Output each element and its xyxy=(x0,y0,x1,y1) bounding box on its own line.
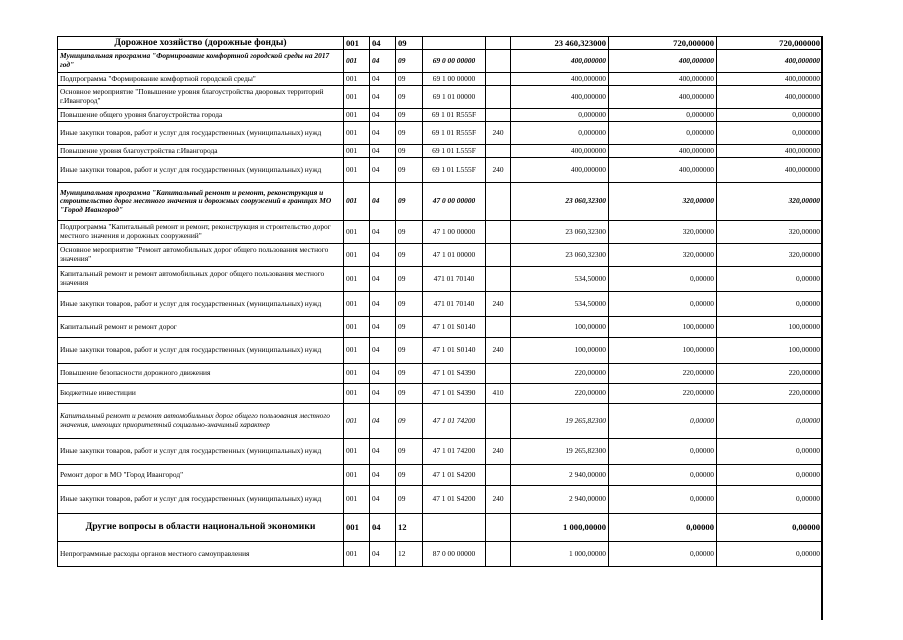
amount-year1-cell: 23 060,32300 xyxy=(511,221,609,244)
amount-year3-cell: 0,00000 xyxy=(717,514,823,542)
amount-year2-cell: 0,00000 xyxy=(609,486,717,514)
amount-year2-cell: 100,00000 xyxy=(609,338,717,364)
amount-year1-cell: 0,000000 xyxy=(511,109,609,122)
section-code-cell: 04 xyxy=(370,158,396,183)
subsection-code-cell: 09 xyxy=(396,158,423,183)
expense-type-cell: 240 xyxy=(486,158,511,183)
amount-year3-cell: 220,00000 xyxy=(717,384,823,404)
amount-year3-cell: 0,000000 xyxy=(717,122,823,145)
table-right-edge xyxy=(821,36,823,620)
amount-year2-cell: 400,000000 xyxy=(609,50,717,73)
amount-year1-cell: 23 060,32300 xyxy=(511,244,609,267)
amount-year3-cell: 320,00000 xyxy=(717,221,823,244)
expense-type-cell: 240 xyxy=(486,486,511,514)
row-name-cell: Иные закупки товаров, работ и услуг для государственных (муниципальных) нужд xyxy=(58,122,344,145)
expense-type-cell xyxy=(486,514,511,542)
row-name-cell: Капитальный ремонт и ремонт автомобильных дорог общего пользования местного значения xyxy=(58,267,344,292)
amount-year3-cell: 0,00000 xyxy=(717,465,823,486)
amount-year3-cell: 0,00000 xyxy=(717,542,823,567)
amount-year2-cell: 400,000000 xyxy=(609,145,717,158)
amount-year3-cell: 400,000000 xyxy=(717,73,823,86)
target-article-cell: 69 1 01 L555F xyxy=(423,158,486,183)
admin-code-cell: 001 xyxy=(344,486,370,514)
section-code-cell: 04 xyxy=(370,338,396,364)
section-code-cell: 04 xyxy=(370,542,396,567)
section-code-cell: 04 xyxy=(370,50,396,73)
amount-year2-cell: 0,000000 xyxy=(609,122,717,145)
amount-year2-cell: 320,00000 xyxy=(609,183,717,221)
amount-year2-cell: 220,00000 xyxy=(609,384,717,404)
admin-code-cell: 001 xyxy=(344,404,370,439)
expense-type-cell xyxy=(486,183,511,221)
subsection-code-cell: 09 xyxy=(396,145,423,158)
amount-year1-cell: 220,00000 xyxy=(511,364,609,384)
subsection-code-cell: 09 xyxy=(396,109,423,122)
amount-year1-cell: 19 265,82300 xyxy=(511,439,609,465)
row-name-cell: Муниципальная программа "Капитальный ремонт и ремонт, реконструкция и строительство дорог местного значения и дорожных сооружений в границах МО "Город Ивангород" xyxy=(58,183,344,221)
section-code-cell: 04 xyxy=(370,514,396,542)
expense-type-cell xyxy=(486,244,511,267)
target-article-cell: 47 1 01 S0140 xyxy=(423,338,486,364)
admin-code-cell: 001 xyxy=(344,292,370,317)
row-name-cell: Капитальный ремонт и ремонт дорог xyxy=(58,317,344,338)
section-code-cell: 04 xyxy=(370,86,396,109)
amount-year2-cell: 320,00000 xyxy=(609,221,717,244)
target-article-cell: 47 1 01 S4200 xyxy=(423,465,486,486)
row-name-cell: Основное мероприятие "Ремонт автомобильных дорог общего пользования местного значения" xyxy=(58,244,344,267)
row-name-cell: Иные закупки товаров, работ и услуг для государственных (муниципальных) нужд xyxy=(58,338,344,364)
table-row xyxy=(58,364,823,384)
table-row xyxy=(58,158,823,183)
table-row xyxy=(58,465,823,486)
table-row xyxy=(58,267,823,292)
subsection-code-cell: 09 xyxy=(396,183,423,221)
subsection-code-cell: 12 xyxy=(396,514,423,542)
section-code-cell: 04 xyxy=(370,292,396,317)
table-row xyxy=(58,384,823,404)
admin-code-cell: 001 xyxy=(344,158,370,183)
target-article-cell: 47 1 01 74200 xyxy=(423,439,486,465)
table-row xyxy=(58,338,823,364)
admin-code-cell: 001 xyxy=(344,439,370,465)
admin-code-cell: 001 xyxy=(344,267,370,292)
amount-year3-cell: 320,00000 xyxy=(717,244,823,267)
row-name-cell: Непрограммные расходы органов местного самоуправления xyxy=(58,542,344,567)
subsection-code-cell: 09 xyxy=(396,37,423,50)
expense-type-cell xyxy=(486,37,511,50)
expense-type-cell: 240 xyxy=(486,122,511,145)
expense-type-cell: 240 xyxy=(486,439,511,465)
target-article-cell: 69 1 01 R555F xyxy=(423,109,486,122)
target-article-cell xyxy=(423,37,486,50)
amount-year2-cell: 400,000000 xyxy=(609,73,717,86)
section-code-cell: 04 xyxy=(370,404,396,439)
target-article-cell: 47 1 01 S0140 xyxy=(423,317,486,338)
amount-year1-cell: 534,50000 xyxy=(511,292,609,317)
amount-year1-cell: 2 940,00000 xyxy=(511,486,609,514)
table-row xyxy=(58,514,823,542)
section-code-cell: 04 xyxy=(370,439,396,465)
section-code-cell: 04 xyxy=(370,384,396,404)
table-row xyxy=(58,542,823,567)
row-name-cell: Подпрограмма "Формирование комфортной городской среды" xyxy=(58,73,344,86)
target-article-cell: 471 01 70140 xyxy=(423,267,486,292)
target-article-cell: 471 01 70140 xyxy=(423,292,486,317)
subsection-code-cell: 09 xyxy=(396,486,423,514)
expense-type-cell: 240 xyxy=(486,338,511,364)
table-row xyxy=(58,122,823,145)
row-name-cell: Иные закупки товаров, работ и услуг для государственных (муниципальных) нужд xyxy=(58,158,344,183)
row-name-cell: Основное мероприятие "Повышение уровня благоустройства дворовых территорий г.Ивангород" xyxy=(58,86,344,109)
table-row xyxy=(58,292,823,317)
section-code-cell: 04 xyxy=(370,73,396,86)
admin-code-cell: 001 xyxy=(344,384,370,404)
section-code-cell: 04 xyxy=(370,122,396,145)
target-article-cell: 69 1 00 00000 xyxy=(423,73,486,86)
target-article-cell xyxy=(423,514,486,542)
row-name-cell: Иные закупки товаров, работ и услуг для государственных (муниципальных) нужд xyxy=(58,486,344,514)
row-name-cell: Подпрограмма "Капитальный ремонт и ремонт, реконструкция и строительство дорог местного значения и дорожных сооружений" xyxy=(58,221,344,244)
row-name-cell: Дорожное хозяйство (дорожные фонды) xyxy=(58,37,344,50)
table-row xyxy=(58,221,823,244)
amount-year2-cell: 400,000000 xyxy=(609,158,717,183)
admin-code-cell: 001 xyxy=(344,109,370,122)
amount-year3-cell: 400,000000 xyxy=(717,86,823,109)
amount-year1-cell: 100,00000 xyxy=(511,317,609,338)
section-code-cell: 04 xyxy=(370,486,396,514)
budget-table xyxy=(57,36,823,567)
amount-year3-cell: 400,000000 xyxy=(717,158,823,183)
admin-code-cell: 001 xyxy=(344,542,370,567)
amount-year3-cell: 400,000000 xyxy=(717,50,823,73)
amount-year1-cell: 400,000000 xyxy=(511,50,609,73)
amount-year2-cell: 0,00000 xyxy=(609,439,717,465)
amount-year1-cell: 100,00000 xyxy=(511,338,609,364)
amount-year1-cell: 400,000000 xyxy=(511,86,609,109)
row-name-cell: Другие вопросы в области национальной экономики xyxy=(58,514,344,542)
expense-type-cell xyxy=(486,542,511,567)
expense-type-cell: 410 xyxy=(486,384,511,404)
expense-type-cell xyxy=(486,73,511,86)
amount-year3-cell: 720,000000 xyxy=(717,37,823,50)
expense-type-cell xyxy=(486,404,511,439)
table-row xyxy=(58,486,823,514)
admin-code-cell: 001 xyxy=(344,73,370,86)
expense-type-cell xyxy=(486,317,511,338)
table-row xyxy=(58,145,823,158)
section-code-cell: 04 xyxy=(370,465,396,486)
row-name-cell: Муниципальная программа "Формирование комфортной городской среды на 2017 год" xyxy=(58,50,344,73)
expense-type-cell xyxy=(486,267,511,292)
target-article-cell: 69 1 01 00000 xyxy=(423,86,486,109)
row-name-cell: Повышение уровня благоустройства г.Ивангорода xyxy=(58,145,344,158)
subsection-code-cell: 09 xyxy=(396,221,423,244)
subsection-code-cell: 09 xyxy=(396,244,423,267)
amount-year3-cell: 100,00000 xyxy=(717,317,823,338)
subsection-code-cell: 09 xyxy=(396,364,423,384)
target-article-cell: 87 0 00 00000 xyxy=(423,542,486,567)
subsection-code-cell: 09 xyxy=(396,73,423,86)
target-article-cell: 47 0 00 00000 xyxy=(423,183,486,221)
expense-type-cell xyxy=(486,364,511,384)
table-row xyxy=(58,404,823,439)
amount-year3-cell: 0,00000 xyxy=(717,267,823,292)
amount-year2-cell: 220,00000 xyxy=(609,364,717,384)
expense-type-cell xyxy=(486,145,511,158)
row-name-cell: Бюджетные инвестиции xyxy=(58,384,344,404)
admin-code-cell: 001 xyxy=(344,364,370,384)
admin-code-cell: 001 xyxy=(344,86,370,109)
table-row xyxy=(58,37,823,50)
subsection-code-cell: 09 xyxy=(396,465,423,486)
expense-type-cell xyxy=(486,50,511,73)
table-row xyxy=(58,109,823,122)
table-row xyxy=(58,73,823,86)
amount-year2-cell: 320,00000 xyxy=(609,244,717,267)
target-article-cell: 47 1 01 S4200 xyxy=(423,486,486,514)
subsection-code-cell: 12 xyxy=(396,542,423,567)
table-row xyxy=(58,50,823,73)
admin-code-cell: 001 xyxy=(344,37,370,50)
amount-year2-cell: 0,000000 xyxy=(609,109,717,122)
target-article-cell: 47 1 01 00000 xyxy=(423,244,486,267)
amount-year3-cell: 0,000000 xyxy=(717,109,823,122)
amount-year3-cell: 100,00000 xyxy=(717,338,823,364)
admin-code-cell: 001 xyxy=(344,514,370,542)
expense-type-cell xyxy=(486,465,511,486)
target-article-cell: 69 1 01 L555F xyxy=(423,145,486,158)
section-code-cell: 04 xyxy=(370,145,396,158)
admin-code-cell: 001 xyxy=(344,122,370,145)
amount-year1-cell: 1 000,00000 xyxy=(511,514,609,542)
expense-type-cell xyxy=(486,109,511,122)
expense-type-cell xyxy=(486,86,511,109)
section-code-cell: 04 xyxy=(370,364,396,384)
row-name-cell: Капитальный ремонт и ремонт автомобильных дорог общего пользования местного значения, имеющих приоритетный социально-значимый характер xyxy=(58,404,344,439)
subsection-code-cell: 09 xyxy=(396,338,423,364)
amount-year1-cell: 0,000000 xyxy=(511,122,609,145)
target-article-cell: 47 1 00 00000 xyxy=(423,221,486,244)
amount-year3-cell: 0,00000 xyxy=(717,486,823,514)
amount-year2-cell: 720,000000 xyxy=(609,37,717,50)
subsection-code-cell: 09 xyxy=(396,292,423,317)
amount-year3-cell: 0,00000 xyxy=(717,404,823,439)
amount-year1-cell: 400,000000 xyxy=(511,73,609,86)
table-row xyxy=(58,439,823,465)
amount-year1-cell: 19 265,82300 xyxy=(511,404,609,439)
section-code-cell: 04 xyxy=(370,244,396,267)
subsection-code-cell: 09 xyxy=(396,439,423,465)
target-article-cell: 47 1 01 S4390 xyxy=(423,364,486,384)
amount-year3-cell: 400,000000 xyxy=(717,145,823,158)
table-row xyxy=(58,244,823,267)
row-name-cell: Ремонт дорог в МО "Город Ивангород" xyxy=(58,465,344,486)
table-row xyxy=(58,317,823,338)
row-name-cell: Повышение общего уровня благоустройства города xyxy=(58,109,344,122)
section-code-cell: 04 xyxy=(370,317,396,338)
budget-table-body xyxy=(58,37,823,567)
target-article-cell: 47 1 01 S4390 xyxy=(423,384,486,404)
amount-year2-cell: 100,00000 xyxy=(609,317,717,338)
subsection-code-cell: 09 xyxy=(396,317,423,338)
amount-year3-cell: 0,00000 xyxy=(717,439,823,465)
expense-type-cell: 240 xyxy=(486,292,511,317)
amount-year1-cell: 220,00000 xyxy=(511,384,609,404)
amount-year2-cell: 0,00000 xyxy=(609,514,717,542)
section-code-cell: 04 xyxy=(370,109,396,122)
section-code-cell: 04 xyxy=(370,267,396,292)
row-name-cell: Иные закупки товаров, работ и услуг для государственных (муниципальных) нужд xyxy=(58,439,344,465)
subsection-code-cell: 09 xyxy=(396,267,423,292)
row-name-cell: Повышение безопасности дорожного движения xyxy=(58,364,344,384)
amount-year3-cell: 220,00000 xyxy=(717,364,823,384)
admin-code-cell: 001 xyxy=(344,338,370,364)
amount-year3-cell: 320,00000 xyxy=(717,183,823,221)
admin-code-cell: 001 xyxy=(344,50,370,73)
row-name-cell: Иные закупки товаров, работ и услуг для государственных (муниципальных) нужд xyxy=(58,292,344,317)
target-article-cell: 69 1 01 R555F xyxy=(423,122,486,145)
subsection-code-cell: 09 xyxy=(396,404,423,439)
admin-code-cell: 001 xyxy=(344,221,370,244)
amount-year1-cell: 400,000000 xyxy=(511,158,609,183)
amount-year2-cell: 400,000000 xyxy=(609,86,717,109)
amount-year2-cell: 0,00000 xyxy=(609,542,717,567)
admin-code-cell: 001 xyxy=(344,317,370,338)
target-article-cell: 47 1 01 74200 xyxy=(423,404,486,439)
section-code-cell: 04 xyxy=(370,221,396,244)
admin-code-cell: 001 xyxy=(344,244,370,267)
subsection-code-cell: 09 xyxy=(396,384,423,404)
amount-year2-cell: 0,00000 xyxy=(609,267,717,292)
table-row xyxy=(58,183,823,221)
target-article-cell: 69 0 00 00000 xyxy=(423,50,486,73)
amount-year1-cell: 23 460,323000 xyxy=(511,37,609,50)
admin-code-cell: 001 xyxy=(344,465,370,486)
expense-type-cell xyxy=(486,221,511,244)
subsection-code-cell: 09 xyxy=(396,86,423,109)
section-code-cell: 04 xyxy=(370,183,396,221)
amount-year3-cell: 0,00000 xyxy=(717,292,823,317)
admin-code-cell: 001 xyxy=(344,145,370,158)
admin-code-cell: 001 xyxy=(344,183,370,221)
amount-year1-cell: 400,000000 xyxy=(511,145,609,158)
section-code-cell: 04 xyxy=(370,37,396,50)
subsection-code-cell: 09 xyxy=(396,122,423,145)
amount-year1-cell: 2 940,00000 xyxy=(511,465,609,486)
amount-year2-cell: 0,00000 xyxy=(609,465,717,486)
table-row xyxy=(58,86,823,109)
amount-year1-cell: 534,50000 xyxy=(511,267,609,292)
amount-year1-cell: 23 060,32300 xyxy=(511,183,609,221)
subsection-code-cell: 09 xyxy=(396,50,423,73)
amount-year2-cell: 0,00000 xyxy=(609,292,717,317)
amount-year1-cell: 1 000,00000 xyxy=(511,542,609,567)
amount-year2-cell: 0,00000 xyxy=(609,404,717,439)
